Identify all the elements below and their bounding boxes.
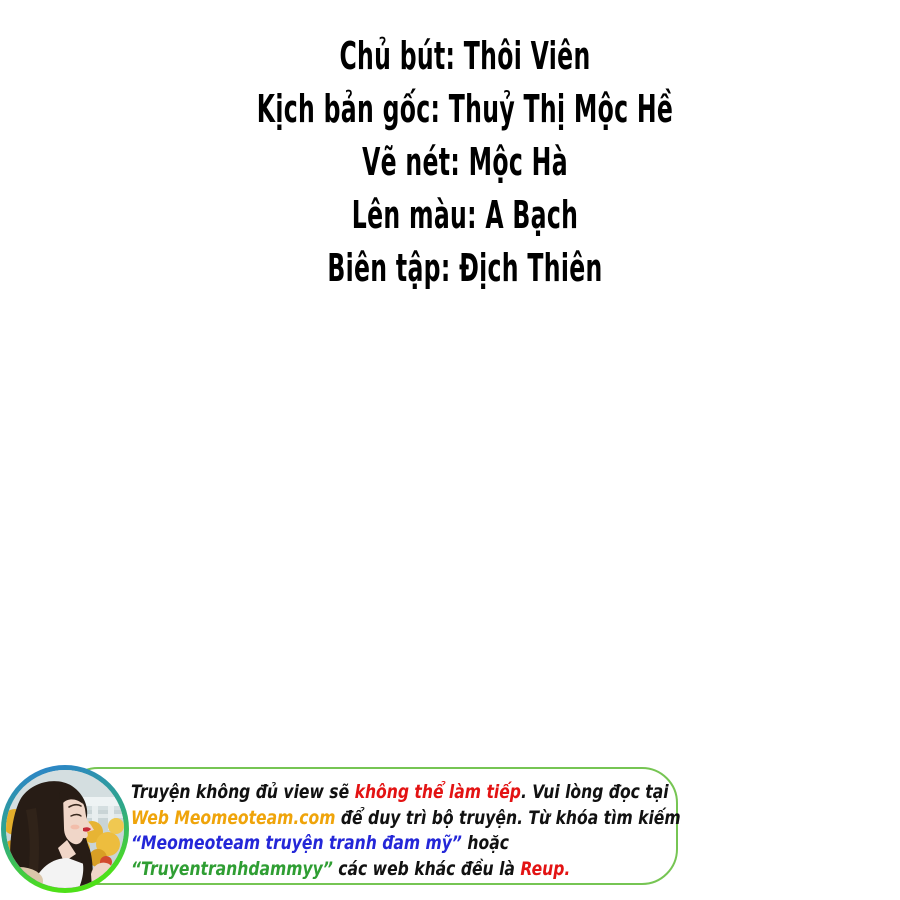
notice-line-4-black: các web khác đều là xyxy=(332,857,521,880)
notice-line-2-website: Web Meomeoteam.com xyxy=(131,806,336,829)
notice-line-2-black: để duy trì bộ truyện. Từ khóa tìm kiếm xyxy=(335,806,681,829)
notice-line-1-red: không thể làm tiếp xyxy=(354,781,521,803)
credit-line-chief-editor: Chủ bút: Thôi Viên xyxy=(339,34,591,78)
credits-block xyxy=(0,30,900,295)
avatar-photo xyxy=(6,770,124,888)
notice-line-3-black: hoặc xyxy=(461,832,509,854)
notice-line-1-black-2: . Vui lòng đọc tại xyxy=(520,781,669,803)
notice-line-4-red: Reup. xyxy=(520,857,571,880)
avatar xyxy=(1,765,129,893)
notice-line-4-keyword-green: “Truyentranhdammyy” xyxy=(131,857,333,880)
notice-line-1-black-1: Truyện không đủ view sẽ xyxy=(131,781,355,803)
credit-line-coloring: Lên màu: A Bạch xyxy=(351,193,579,237)
girl-profile-illustration xyxy=(6,770,124,888)
credit-line-original-script: Kịch bản gốc: Thuỷ Thị Mộc Hề xyxy=(256,87,674,131)
notice-line-2 xyxy=(131,806,681,832)
credit-line-line-art: Vẽ nét: Mộc Hà xyxy=(362,140,568,184)
notice-text-block xyxy=(131,780,801,882)
notice-line-1 xyxy=(131,780,681,806)
notice-line-4 xyxy=(131,857,681,883)
notice-line-3-keyword-blue: “Meomeoteam truyện tranh đam mỹ” xyxy=(131,832,462,854)
notice-line-3 xyxy=(131,831,681,857)
credit-line-editing: Biên tập: Địch Thiên xyxy=(327,246,603,290)
